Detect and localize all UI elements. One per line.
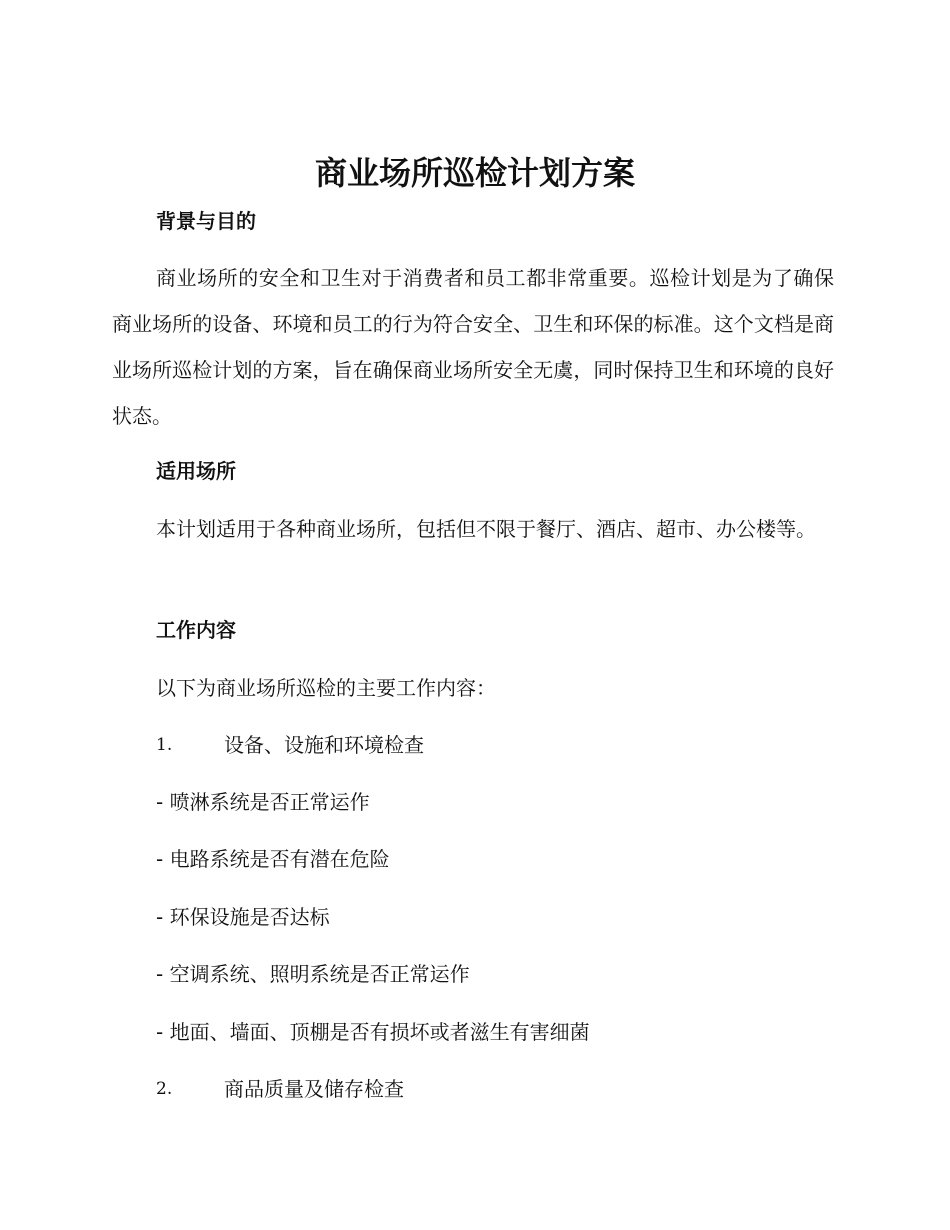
bullet-item: - 电路系统是否有潜在危险 <box>156 847 390 871</box>
bullet-item: - 空调系统、照明系统是否正常运作 <box>156 962 470 986</box>
list-item-2-label: 商品质量及储存检查 <box>224 1077 404 1101</box>
bullet-item: - 环保设施是否达标 <box>156 905 330 929</box>
bullet-item: - 地面、墙面、顶棚是否有损坏或者滋生有害细菌 <box>156 1020 590 1044</box>
section-heading-scope: 适用场所 <box>156 459 236 483</box>
section-heading-work: 工作内容 <box>156 618 236 642</box>
section-heading-background: 背景与目的 <box>156 209 256 233</box>
background-paragraph: 商业场所的安全和卫生对于消费者和员工都非常重要。巡检计划是为了确保商业场所的设备、环境和员工的行为符合安全、卫生和环保的标准。这个文档是商业场所巡检计划的方案，旨在确保商业场所安全无虞，同时保持卫生和环境的良好状态。 <box>112 266 834 428</box>
document-title: 商业场所巡检计划方案 <box>314 154 635 192</box>
work-intro: 以下为商业场所巡检的主要工作内容： <box>156 676 496 700</box>
scope-paragraph: 本计划适用于各种商业场所，包括但不限于餐厅、酒店、超市、办公楼等。 <box>156 517 816 541</box>
list-number-1: 1. <box>156 735 173 755</box>
list-item-1-label: 设备、设施和环境检查 <box>224 733 424 757</box>
list-number-2: 2. <box>156 1079 173 1099</box>
bullet-item: - 喷淋系统是否正常运作 <box>156 790 370 814</box>
